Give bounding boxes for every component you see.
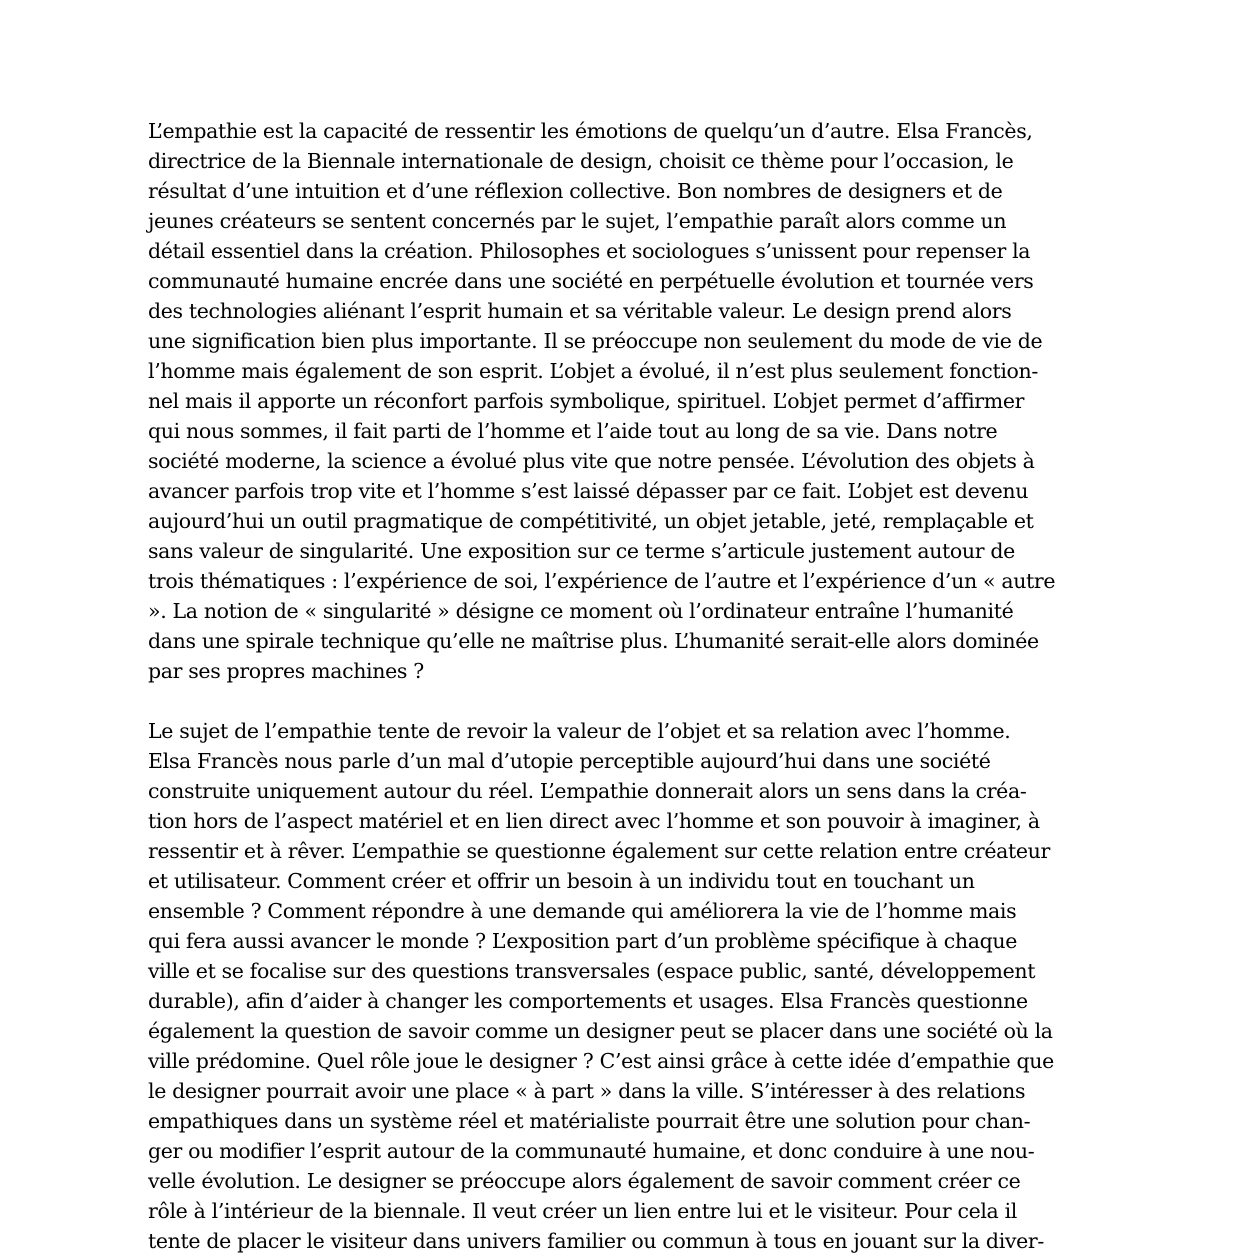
text-line: avancer parfois trop vite et l’homme s’est laissé dépasser par ce fait. L’objet est devenu xyxy=(148,479,1029,503)
text-line: ville et se focalise sur des questions transversales (espace public, santé, développement xyxy=(148,959,1036,983)
text-line: velle évolution. Le designer se préoccupe alors également de savoir comment créer ce xyxy=(148,1169,1021,1193)
body-text xyxy=(148,116,1108,1256)
text-line: construite uniquement autour du réel. L’empathie donnerait alors un sens dans la créa- xyxy=(148,779,1027,803)
text-line: Le sujet de l’empathie tente de revoir la valeur de l’objet et sa relation avec l’homme. xyxy=(148,719,1011,743)
text-line: société moderne, la science a évolué plus vite que notre pensée. L’évolution des objets à xyxy=(148,449,1035,473)
text-line: directrice de la Biennale internationale de design, choisit ce thème pour l’occasion, le xyxy=(148,149,1014,173)
text-line: l’homme mais également de son esprit. L’objet a évolué, il n’est plus seulement fonction- xyxy=(148,359,1038,383)
text-line: ville prédomine. Quel rôle joue le designer ? C’est ainsi grâce à cette idée d’empathie que xyxy=(148,1049,1054,1073)
text-line: ressentir et à rêver. L’empathie se questionne également sur cette relation entre créateur xyxy=(148,839,1050,863)
text-line: rôle à l’intérieur de la biennale. Il veut créer un lien entre lui et le visiteur. Pour cela il xyxy=(148,1199,1018,1223)
text-line: et utilisateur. Comment créer et offrir un besoin à un individu tout en touchant un xyxy=(148,869,975,893)
paragraph xyxy=(148,716,1108,1256)
text-line: communauté humaine encrée dans une société en perpétuelle évolution et tournée vers xyxy=(148,269,1034,293)
text-line: durable), afin d’aider à changer les comportements et usages. Elsa Francès questionne xyxy=(148,989,1028,1013)
text-line: empathiques dans un système réel et matérialiste pourrait être une solution pour chan- xyxy=(148,1109,1031,1133)
text-line: qui fera aussi avancer le monde ? L’exposition part d’un problème spécifique à chaque xyxy=(148,929,1018,953)
text-line: aujourd’hui un outil pragmatique de compétitivité, un objet jetable, jeté, remplaçable et xyxy=(148,509,1034,533)
text-line: des technologies aliénant l’esprit humain et sa véritable valeur. Le design prend alors xyxy=(148,299,1012,323)
text-line: détail essentiel dans la création. Philosophes et sociologues s’unissent pour repenser la xyxy=(148,239,1031,263)
text-line: résultat d’une intuition et d’une réflexion collective. Bon nombres de designers et de xyxy=(148,179,1003,203)
paragraph-gap xyxy=(148,686,1108,716)
text-line: le designer pourrait avoir une place « à part » dans la ville. S’intéresser à des relations xyxy=(148,1079,1026,1103)
text-line: également la question de savoir comme un designer peut se placer dans une société où la xyxy=(148,1019,1053,1043)
text-line: une signification bien plus importante. Il se préoccupe non seulement du mode de vie de xyxy=(148,329,1043,353)
text-line: par ses propres machines ? xyxy=(148,659,424,683)
text-line: tion hors de l’aspect matériel et en lien direct avec l’homme et son pouvoir à imaginer, à xyxy=(148,809,1040,833)
text-line: ger ou modifier l’esprit autour de la communauté humaine, et donc conduire à une nou- xyxy=(148,1139,1035,1163)
text-line: dans une spirale technique qu’elle ne maîtrise plus. L’humanité serait-elle alors dominée xyxy=(148,629,1039,653)
text-line: ». La notion de « singularité » désigne ce moment où l’ordinateur entraîne l’humanité xyxy=(148,599,1014,623)
text-line: nel mais il apporte un réconfort parfois symbolique, spirituel. L’objet permet d’affirmer xyxy=(148,389,1025,413)
text-line: tente de placer le visiteur dans univers familier ou commun à tous en jouant sur la diver- xyxy=(148,1229,1044,1253)
text-line: jeunes créateurs se sentent concernés par le sujet, l’empathie paraît alors comme un xyxy=(148,209,1007,233)
paragraph xyxy=(148,116,1108,686)
text-line: Elsa Francès nous parle d’un mal d’utopie perceptible aujourd’hui dans une société xyxy=(148,749,991,773)
text-line: L’empathie est la capacité de ressentir les émotions de quelqu’un d’autre. Elsa Francès, xyxy=(148,119,1033,143)
text-line: sans valeur de singularité. Une exposition sur ce terme s’articule justement autour de xyxy=(148,539,1015,563)
text-line: qui nous sommes, il fait parti de l’homme et l’aide tout au long de sa vie. Dans notre xyxy=(148,419,998,443)
text-line: ensemble ? Comment répondre à une demande qui améliorera la vie de l’homme mais xyxy=(148,899,1017,923)
text-line: trois thématiques : l’expérience de soi, l’expérience de l’autre et l’expérience d’un « autre xyxy=(148,569,1056,593)
